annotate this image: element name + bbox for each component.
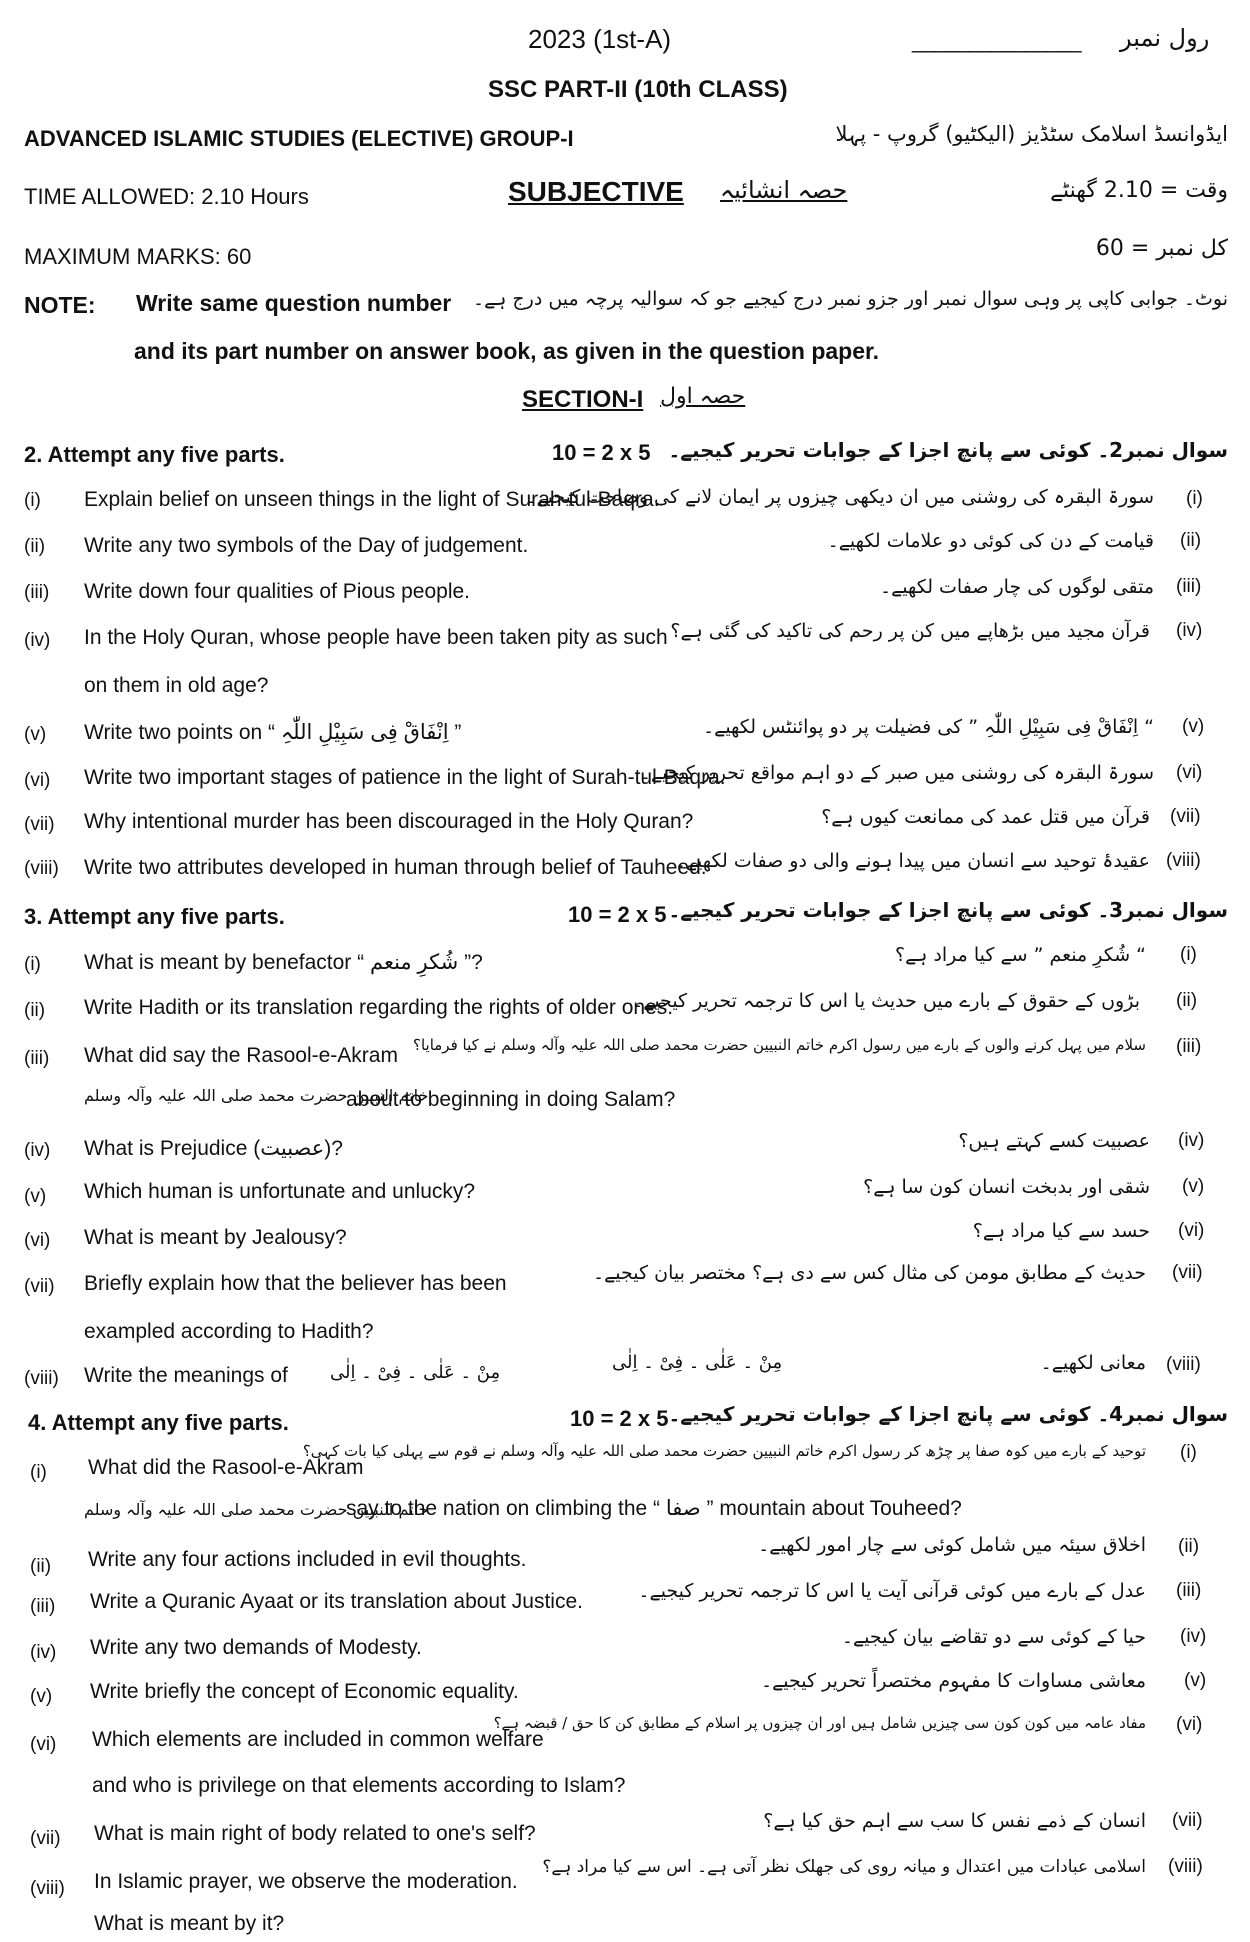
- q2-part-number: (v): [24, 724, 47, 745]
- q3-part-number-ur: (i): [1180, 944, 1197, 965]
- note-ur: نوٹ۔ جوابی کاپی پر وہی سوال نمبر اور جزو نمبر درج کیجیے جو کہ سوالیہ پرچہ میں درج ہے۔: [472, 288, 1228, 310]
- q2-part-number: (ii): [24, 536, 46, 557]
- q4-part-text-ur: عدل کے بارے میں کوئی قرآنی آیت یا اس کا ترجمہ تحریر کیجیے۔: [638, 1580, 1146, 1602]
- q2-part-number-ur: (vii): [1170, 806, 1201, 827]
- q4-part-number-ur: (i): [1180, 1442, 1197, 1463]
- q2-part-number-ur: (ii): [1180, 530, 1202, 551]
- q3-part-text-ur: سلام میں پہل کرنے والوں کے بارے میں رسول اکرم خاتم النبیین حضرت محمد صلی اللہ علیہ وآلہ وسلم نے کیا فرمایا؟: [412, 1036, 1146, 1054]
- q4-part-text: Write any four actions included in evil thoughts.: [88, 1548, 527, 1571]
- q3-marks: 10 = 2 x 5: [568, 902, 667, 927]
- q2-part-text-ur: متقی لوگوں کی چار صفات لکھیے۔: [879, 576, 1154, 598]
- q3-title-en: 3. Attempt any five parts.: [24, 904, 285, 929]
- q4-part-text: What is main right of body related to one's self?: [94, 1822, 536, 1845]
- q4-part-number-ur: (viii): [1168, 1856, 1203, 1877]
- q2-part-text: Write two points on “ اِنْفَاقْ فِی سَبِیْلِ اللّٰہِ ”: [84, 721, 462, 744]
- q3-part-text: Write the meanings of: [84, 1364, 288, 1387]
- note-label: NOTE:: [24, 292, 96, 318]
- time-allowed-ur: وقت = 2.10 گھنٹے: [1050, 178, 1228, 203]
- roll-no-blank: _______________: [912, 28, 1081, 53]
- q3-part-text-cont: about to beginning in doing Salam?: [346, 1088, 676, 1111]
- q3-part-text-cont: exampled according to Hadith?: [84, 1320, 374, 1343]
- q4-title-en: 4. Attempt any five parts.: [28, 1410, 289, 1435]
- q3-part-number-ur: (ii): [1176, 990, 1198, 1011]
- q3-part-text-ur: حدیث کے مطابق مومن کی مثال کس سے دی ہے؟ مختصر بیان کیجیے۔: [593, 1262, 1146, 1284]
- q4-part-number-ur: (ii): [1178, 1536, 1200, 1557]
- q3-part-text-ur: بڑوں کے حقوق کے بارے میں حدیث یا اس کا ترجمہ تحریر کیجیے۔: [632, 990, 1140, 1012]
- q4-part-text: In Islamic prayer, we observe the moderation.: [94, 1870, 518, 1893]
- paper-code: 2023 (1st-A): [528, 24, 672, 54]
- section-title-ur: حصہ اول: [660, 384, 746, 409]
- q4-part-number: (vi): [30, 1734, 57, 1755]
- q2-part-text: In the Holy Quran, whose people have been taken pity as such: [84, 626, 668, 649]
- q4-part-text-ur: انسان کے ذمے نفس کا سب سے اہم حق کیا ہے؟: [763, 1810, 1146, 1832]
- subjective-title-ur: حصہ انشائیہ: [720, 176, 848, 204]
- q2-part-text: Write two attributes developed in human through belief of Tauheed.: [84, 856, 707, 879]
- q2-part-text: Why intentional murder has been discouraged in the Holy Quran?: [84, 810, 694, 833]
- q2-part-number-ur: (iv): [1176, 620, 1203, 641]
- note-line2: and its part number on answer book, as given in the question paper.: [134, 338, 880, 364]
- subject-ur: ایڈوانسڈ اسلامک سٹڈیز (الیکٹیو) گروپ - پہلا: [835, 122, 1228, 146]
- q2-part-number-ur: (viii): [1166, 850, 1201, 871]
- q4-part-text-ur: اخلاق سیئہ میں شامل کوئی سے چار امور لکھیے۔: [758, 1534, 1146, 1556]
- q2-part-number: (viii): [24, 858, 59, 879]
- q4-part-number: (i): [30, 1462, 47, 1483]
- q3-part-honorific: خاتم النبیین حضرت محمد صلی اللہ علیہ وآلہ وسلم: [84, 1086, 429, 1105]
- q2-part-number-ur: (v): [1182, 716, 1205, 737]
- q3-part-number-ur: (iv): [1178, 1130, 1205, 1151]
- q4-part-text: Write any two demands of Modesty.: [90, 1636, 422, 1659]
- q3-arabic-words-ur: مِنْ ۔ عَلٰی ۔ فِیْ ۔ اِلٰی: [612, 1352, 783, 1373]
- q2-part-text-ur: قرآن میں قتل عمد کی ممانعت کیوں ہے؟: [821, 806, 1150, 828]
- q3-part-text-ur: شقی اور بدبخت انسان کون سا ہے؟: [863, 1176, 1150, 1198]
- q4-part-number: (v): [30, 1686, 53, 1707]
- q4-part-text-ur: حیا کے کوئی سے دو تقاضے بیان کیجیے۔: [841, 1626, 1146, 1648]
- q3-part-text-ur: معانی لکھیے۔: [1040, 1352, 1146, 1374]
- q3-part-number: (iv): [24, 1140, 51, 1161]
- q3-part-text: Briefly explain how that the believer has been: [84, 1272, 507, 1295]
- q2-part-number-ur: (i): [1186, 488, 1203, 509]
- q3-part-number-ur: (vii): [1172, 1262, 1203, 1283]
- q2-title-ur: سوال نمبر2۔ کوئی سے پانچ اجزا کے جوابات تحریر کیجیے۔: [668, 438, 1228, 462]
- q3-part-text-ur: حسد سے کیا مراد ہے؟: [972, 1220, 1150, 1242]
- q4-part-number: (vii): [30, 1828, 61, 1849]
- q3-part-text: What is meant by Jealousy?: [84, 1226, 347, 1249]
- q2-part-number: (vi): [24, 770, 51, 791]
- q4-marks: 10 = 2 x 5: [570, 1406, 669, 1431]
- q4-part-number-ur: (iii): [1176, 1580, 1202, 1601]
- q3-part-number: (v): [24, 1186, 47, 1207]
- q2-part-text: Explain belief on unseen things in the light of Surah-tul-Baqra.: [84, 488, 660, 511]
- q3-arabic-words-en: مِنْ ۔ عَلٰی ۔ فِیْ ۔ اِلٰی: [330, 1362, 501, 1383]
- q4-part-honorific: خاتم النبیین حضرت محمد صلی اللہ علیہ وآلہ وسلم: [84, 1500, 429, 1519]
- subject-en: ADVANCED ISLAMIC STUDIES (ELECTIVE) GROUP-I: [24, 126, 574, 151]
- q2-part-text: Write down four qualities of Pious people.: [84, 580, 470, 603]
- class-title: SSC PART-II (10th CLASS): [488, 76, 788, 103]
- q4-part-text-cont: say to the nation on climbing the “ صفا ” mountain about Touheed?: [346, 1497, 962, 1520]
- q2-part-text-ur: سورۃ البقرہ کی روشنی میں ان دیکھی چیزوں پر ایمان لانے کی وضاحت کیجیے۔: [525, 486, 1154, 508]
- q2-part-text-ur: سورۃ البقرہ کی روشنی میں صبر کے دو اہم مواقع تحریر کیجیے۔: [639, 762, 1154, 784]
- q4-part-number-ur: (v): [1184, 1670, 1207, 1691]
- q4-part-text-ur: معاشی مساوات کا مفہوم مختصراً تحریر کیجیے۔: [761, 1670, 1146, 1692]
- q3-part-number-ur: (viii): [1166, 1354, 1201, 1375]
- q4-part-text-cont: What is meant by it?: [94, 1912, 285, 1935]
- q2-part-number-ur: (vi): [1176, 762, 1203, 783]
- q2-part-text-cont: on them in old age?: [84, 674, 269, 697]
- q4-part-number-ur: (iv): [1180, 1626, 1207, 1647]
- q3-part-text: What is meant by benefactor “ شُکرِ منعم ”?: [84, 951, 483, 974]
- section-title-en: SECTION-I: [522, 386, 644, 413]
- q4-part-number-ur: (vi): [1176, 1714, 1203, 1735]
- q3-part-number: (vi): [24, 1230, 51, 1251]
- q4-title-ur: سوال نمبر4۔ کوئی سے پانچ اجزا کے جوابات تحریر کیجیے۔: [668, 1402, 1228, 1426]
- q3-part-text-ur: عصبیت کسے کہتے ہیں؟: [958, 1130, 1150, 1152]
- q3-part-number-ur: (iii): [1176, 1036, 1202, 1057]
- subjective-title-en: SUBJECTIVE: [508, 176, 684, 207]
- time-allowed-en: TIME ALLOWED: 2.10 Hours: [24, 184, 309, 209]
- q4-part-text-ur: مفاد عامہ میں کون کون سی چیزیں شامل ہیں اور ان چیزوں پر اسلام کے مطابق کن کا حق / قبضہ ہے؟: [493, 1714, 1146, 1732]
- q2-part-number-ur: (iii): [1176, 576, 1202, 597]
- q2-part-number: (vii): [24, 814, 55, 835]
- q3-part-text: What is Prejudice (عصبیت)?: [84, 1137, 343, 1160]
- q3-part-text-ur: “ شُکرِ منعم ” سے کیا مراد ہے؟: [895, 944, 1146, 966]
- q4-part-text: What did the Rasool-e-Akram: [88, 1456, 364, 1479]
- q3-title-ur: سوال نمبر3۔ کوئی سے پانچ اجزا کے جوابات تحریر کیجیے۔: [668, 898, 1228, 922]
- q2-part-text-ur: “ اِنْفَاقْ فِی سَبِیْلِ اللّٰہِ ” کی فضیلت پر دو پوائنٹس لکھیے۔: [703, 716, 1154, 738]
- q3-part-text: Write Hadith or its translation regarding the rights of older ones.: [84, 996, 674, 1019]
- q2-marks: 10 = 2 x 5: [552, 440, 651, 465]
- q2-part-text: Write two important stages of patience in the light of Surah-tul-Baqra.: [84, 766, 726, 789]
- q3-part-number-ur: (v): [1182, 1176, 1205, 1197]
- q4-part-number: (viii): [30, 1878, 65, 1899]
- q4-part-text-ur: توحید کے بارے میں کوہ صفا پر چڑھ کر رسول اکرم خاتم النبیین حضرت محمد صلی اللہ علیہ وآلہ وسلم نے قوم سے پہلی کیا بات کہی؟: [302, 1442, 1146, 1460]
- q3-part-number: (iii): [24, 1048, 50, 1069]
- q2-part-text-ur: قیامت کے دن کی کوئی دو علامات لکھیے۔: [827, 530, 1154, 552]
- q3-part-text: Which human is unfortunate and unlucky?: [84, 1180, 476, 1203]
- q3-part-number: (viii): [24, 1368, 59, 1389]
- q2-part-text-ur: قرآن مجید میں بڑھاپے میں کن پر رحم کی تاکید کی گئی ہے؟: [670, 620, 1150, 642]
- q4-part-number: (ii): [30, 1556, 52, 1577]
- q3-part-number-ur: (vi): [1178, 1220, 1205, 1241]
- q2-part-text-ur: عقیدۂ توحید سے انسان میں پیدا ہونے والی دو صفات لکھیے۔: [674, 850, 1150, 872]
- q4-part-text-cont: and who is privilege on that elements according to Islam?: [92, 1774, 626, 1797]
- note-line1: Write same question number: [136, 290, 452, 316]
- q2-part-text: Write any two symbols of the Day of judgement.: [84, 534, 529, 557]
- q4-part-text: Write a Quranic Ayaat or its translation about Justice.: [90, 1590, 583, 1613]
- q4-part-number: (iii): [30, 1596, 56, 1617]
- roll-no-label: رول نمبر: [1120, 24, 1210, 52]
- q2-part-number: (iii): [24, 582, 50, 603]
- q4-part-text: Which elements are included in common welfare: [92, 1728, 544, 1751]
- q3-part-text: What did say the Rasool-e-Akram: [84, 1044, 398, 1067]
- q2-part-number: (iv): [24, 630, 51, 651]
- q2-part-number: (i): [24, 490, 41, 511]
- q4-part-text: Write briefly the concept of Economic equality.: [90, 1680, 519, 1703]
- q4-part-text-ur: اسلامی عبادات میں اعتدال و میانہ روی کی جھلک نظر آتی ہے۔ اس سے کیا مراد ہے؟: [542, 1857, 1146, 1877]
- max-marks-ur: کل نمبر = 60: [1095, 236, 1228, 261]
- q4-part-number-ur: (vii): [1172, 1810, 1203, 1831]
- q3-part-number: (vii): [24, 1276, 55, 1297]
- q4-part-number: (iv): [30, 1642, 57, 1663]
- q3-part-number: (i): [24, 954, 41, 975]
- q2-title-en: 2. Attempt any five parts.: [24, 442, 285, 467]
- q3-part-number: (ii): [24, 1000, 46, 1021]
- max-marks-en: MAXIMUM MARKS: 60: [24, 244, 252, 269]
